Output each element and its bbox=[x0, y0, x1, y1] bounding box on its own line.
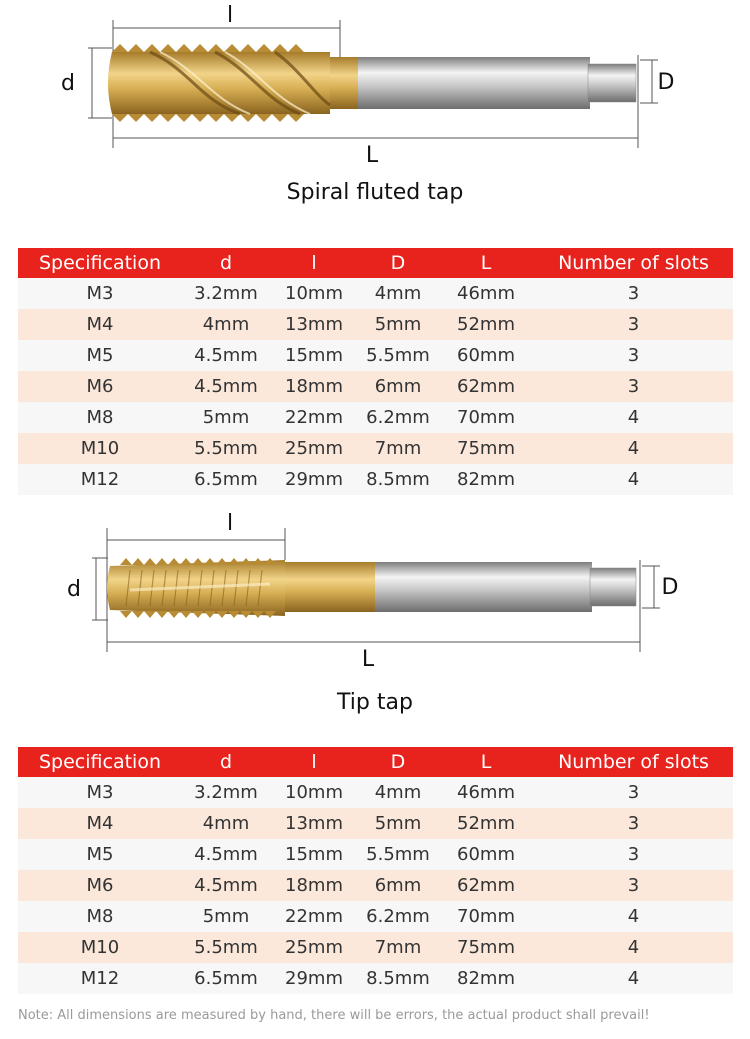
tip-tap-diagram bbox=[0, 500, 750, 685]
cell-D: 6mm bbox=[358, 371, 438, 402]
header-number-of-slots: Number of slots bbox=[534, 747, 733, 777]
cell-D: 8.5mm bbox=[358, 963, 438, 994]
cell-L: 46mm bbox=[438, 278, 534, 309]
cell-l: 22mm bbox=[270, 402, 358, 433]
header-D: D bbox=[358, 747, 438, 777]
cell-number-of-slots: 4 bbox=[534, 402, 733, 433]
cell-specification: M8 bbox=[18, 901, 182, 932]
tip-tap-square-end bbox=[590, 568, 636, 606]
cell-l: 25mm bbox=[270, 932, 358, 963]
cell-specification: M6 bbox=[18, 870, 182, 901]
cell-number-of-slots: 3 bbox=[534, 371, 733, 402]
cell-number-of-slots: 4 bbox=[534, 464, 733, 495]
spiral-tap-diagram bbox=[0, 0, 750, 180]
table-row bbox=[18, 901, 733, 932]
cell-number-of-slots: 4 bbox=[534, 932, 733, 963]
cell-specification: M10 bbox=[18, 932, 182, 963]
table-row bbox=[18, 278, 733, 309]
cell-number-of-slots: 3 bbox=[534, 309, 733, 340]
cell-D: 6mm bbox=[358, 870, 438, 901]
spiral-label-l: l bbox=[226, 3, 234, 28]
spiral-label-d: d bbox=[61, 71, 75, 96]
cell-l: 10mm bbox=[270, 777, 358, 808]
cell-number-of-slots: 3 bbox=[534, 870, 733, 901]
header-d: d bbox=[182, 248, 270, 278]
table-row bbox=[18, 963, 733, 994]
cell-l: 15mm bbox=[270, 839, 358, 870]
cell-l: 18mm bbox=[270, 870, 358, 901]
cell-D: 4mm bbox=[358, 777, 438, 808]
cell-D: 5.5mm bbox=[358, 340, 438, 371]
table-row bbox=[18, 309, 733, 340]
table-row bbox=[18, 808, 733, 839]
measurement-note: Note: All dimensions are measured by hand, there will be errors, the actual product shall prevail! bbox=[18, 1008, 650, 1023]
cell-L: 75mm bbox=[438, 932, 534, 963]
cell-specification: M3 bbox=[18, 278, 182, 309]
cell-D: 5mm bbox=[358, 808, 438, 839]
header-D: D bbox=[358, 248, 438, 278]
cell-number-of-slots: 3 bbox=[534, 340, 733, 371]
cell-specification: M3 bbox=[18, 777, 182, 808]
cell-D: 5.5mm bbox=[358, 839, 438, 870]
cell-specification: M8 bbox=[18, 402, 182, 433]
spiral-tap-caption: Spiral fluted tap bbox=[286, 180, 464, 205]
tip-tap-spec-table bbox=[18, 747, 733, 994]
header-L: L bbox=[438, 747, 534, 777]
table-row bbox=[18, 777, 733, 808]
cell-specification: M5 bbox=[18, 839, 182, 870]
cell-L: 82mm bbox=[438, 963, 534, 994]
cell-number-of-slots: 4 bbox=[534, 901, 733, 932]
header-l: l bbox=[270, 248, 358, 278]
cell-specification: M6 bbox=[18, 371, 182, 402]
cell-d: 4.5mm bbox=[182, 371, 270, 402]
cell-d: 3.2mm bbox=[182, 777, 270, 808]
tip-label-L: L bbox=[361, 647, 375, 672]
cell-L: 60mm bbox=[438, 340, 534, 371]
cell-D: 5mm bbox=[358, 309, 438, 340]
cell-specification: M4 bbox=[18, 309, 182, 340]
cell-number-of-slots: 4 bbox=[534, 433, 733, 464]
cell-L: 62mm bbox=[438, 870, 534, 901]
header-L: L bbox=[438, 248, 534, 278]
table-row bbox=[18, 402, 733, 433]
cell-L: 82mm bbox=[438, 464, 534, 495]
cell-l: 13mm bbox=[270, 309, 358, 340]
table-row bbox=[18, 371, 733, 402]
table-row bbox=[18, 464, 733, 495]
header-specification: Specification bbox=[18, 248, 182, 278]
table-row bbox=[18, 839, 733, 870]
spiral-label-L: L bbox=[365, 143, 379, 168]
spiral-tap-square-end bbox=[588, 64, 636, 102]
cell-d: 4.5mm bbox=[182, 839, 270, 870]
spiral-tap-shank bbox=[355, 57, 590, 109]
spiral-tap-spec-table bbox=[18, 248, 733, 495]
tip-label-d: d bbox=[67, 577, 81, 602]
cell-d: 6.5mm bbox=[182, 963, 270, 994]
cell-d: 6.5mm bbox=[182, 464, 270, 495]
cell-D: 7mm bbox=[358, 932, 438, 963]
cell-L: 75mm bbox=[438, 433, 534, 464]
cell-L: 46mm bbox=[438, 777, 534, 808]
cell-l: 10mm bbox=[270, 278, 358, 309]
cell-specification: M10 bbox=[18, 433, 182, 464]
cell-L: 52mm bbox=[438, 309, 534, 340]
cell-number-of-slots: 3 bbox=[534, 777, 733, 808]
cell-L: 70mm bbox=[438, 901, 534, 932]
cell-d: 4mm bbox=[182, 808, 270, 839]
header-specification: Specification bbox=[18, 747, 182, 777]
cell-d: 4mm bbox=[182, 309, 270, 340]
cell-l: 25mm bbox=[270, 433, 358, 464]
table-row bbox=[18, 870, 733, 901]
cell-d: 5.5mm bbox=[182, 932, 270, 963]
cell-specification: M12 bbox=[18, 963, 182, 994]
cell-specification: M5 bbox=[18, 340, 182, 371]
cell-l: 18mm bbox=[270, 371, 358, 402]
cell-D: 7mm bbox=[358, 433, 438, 464]
cell-d: 4.5mm bbox=[182, 340, 270, 371]
table-header-row bbox=[18, 747, 733, 777]
cell-D: 8.5mm bbox=[358, 464, 438, 495]
table-row bbox=[18, 433, 733, 464]
cell-L: 60mm bbox=[438, 839, 534, 870]
cell-l: 29mm bbox=[270, 464, 358, 495]
cell-d: 5.5mm bbox=[182, 433, 270, 464]
cell-L: 62mm bbox=[438, 371, 534, 402]
cell-number-of-slots: 3 bbox=[534, 278, 733, 309]
cell-D: 6.2mm bbox=[358, 901, 438, 932]
cell-L: 70mm bbox=[438, 402, 534, 433]
cell-number-of-slots: 4 bbox=[534, 963, 733, 994]
cell-D: 4mm bbox=[358, 278, 438, 309]
cell-l: 15mm bbox=[270, 340, 358, 371]
cell-specification: M4 bbox=[18, 808, 182, 839]
tip-label-l: l bbox=[226, 511, 234, 536]
tip-tap-caption: Tip tap bbox=[337, 690, 413, 715]
table-row bbox=[18, 932, 733, 963]
cell-number-of-slots: 3 bbox=[534, 839, 733, 870]
cell-d: 5mm bbox=[182, 901, 270, 932]
cell-l: 29mm bbox=[270, 963, 358, 994]
cell-l: 13mm bbox=[270, 808, 358, 839]
table-header-row bbox=[18, 248, 733, 278]
cell-d: 4.5mm bbox=[182, 870, 270, 901]
cell-l: 22mm bbox=[270, 901, 358, 932]
header-d: d bbox=[182, 747, 270, 777]
cell-d: 3.2mm bbox=[182, 278, 270, 309]
cell-L: 52mm bbox=[438, 808, 534, 839]
spiral-label-D: D bbox=[657, 70, 675, 95]
tip-label-D: D bbox=[661, 575, 679, 600]
table-row bbox=[18, 340, 733, 371]
cell-specification: M12 bbox=[18, 464, 182, 495]
cell-number-of-slots: 3 bbox=[534, 808, 733, 839]
header-l: l bbox=[270, 747, 358, 777]
header-number-of-slots: Number of slots bbox=[534, 248, 733, 278]
cell-D: 6.2mm bbox=[358, 402, 438, 433]
cell-d: 5mm bbox=[182, 402, 270, 433]
tip-tap-shank bbox=[370, 562, 592, 612]
